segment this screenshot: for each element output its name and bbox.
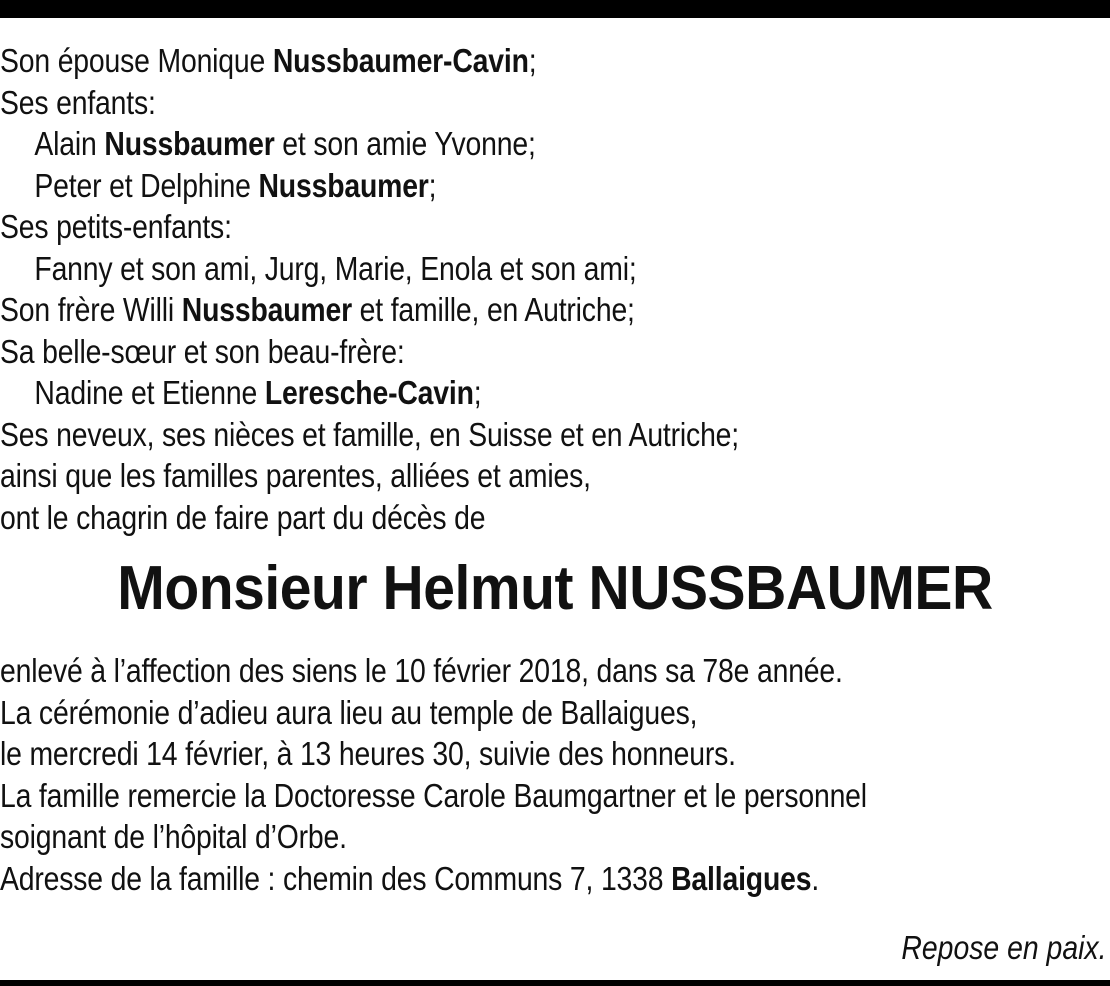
inlaws-surname: Leresche-Cavin: [264, 374, 474, 411]
details-line-1: enlevé à l’affection des siens le 10 février 2018, dans sa 78e année.: [0, 652, 843, 689]
details-line-5: soignant de l’hôpital d’Orbe.: [0, 818, 347, 855]
address-town: Ballaigues: [671, 859, 812, 897]
deceased-name-heading: Monsieur Helmut NUSSBAUMER: [117, 554, 993, 623]
details-line-2: La cérémonie d’adieu aura lieu au temple de Ballaigues,: [0, 693, 698, 731]
details-line-3: le mercredi 14 février, à 13 heures 30, suivie des honneurs.: [0, 735, 736, 772]
grandchildren-label: Ses petits-enfants:: [0, 208, 232, 245]
nephews-line: Ses neveux, ses nièces et famille, en Suisse et en Autriche;: [0, 415, 740, 453]
inlaws-line: Nadine et Etienne Leresche-Cavin;: [34, 374, 482, 411]
announcement-line: ont le chagrin de faire part du décès de: [0, 498, 486, 536]
inlaws-label: Sa belle-sœur et son beau-frère:: [0, 332, 405, 370]
child-line-1: Alain Nussbaumer et son amie Yvonne;: [34, 125, 536, 162]
grandchildren-line: Fanny et son ami, Jurg, Marie, Enola et son ami;: [34, 249, 637, 287]
obituary-notice: [0, 40, 1110, 899]
rest-in-peace-signoff: Repose en paix.: [900, 929, 1106, 966]
bottom-border-rule: [0, 980, 1110, 986]
top-border-rule: [0, 0, 1110, 18]
child-line-2: Peter et Delphine Nussbaumer;: [34, 166, 437, 204]
spouse-surname: Nussbaumer-Cavin: [272, 42, 529, 79]
child-2-surname: Nussbaumer: [258, 166, 429, 204]
children-label: Ses enfants:: [0, 83, 156, 121]
child-1-surname: Nussbaumer: [104, 125, 275, 162]
relatives-line: ainsi que les familles parentes, alliées et amies,: [0, 457, 591, 494]
brother-surname: Nussbaumer: [181, 291, 352, 328]
family-address-line: Adresse de la famille : chemin des Communs 7, 1338 Ballaigues.: [0, 859, 820, 897]
details-line-4: La famille remercie la Doctoresse Carole Baumgartner et le personnel: [0, 776, 867, 814]
spouse-line: Son épouse Monique Nussbaumer-Cavin;: [0, 42, 537, 79]
brother-line: Son frère Willi Nussbaumer et famille, en Autriche;: [0, 291, 635, 328]
